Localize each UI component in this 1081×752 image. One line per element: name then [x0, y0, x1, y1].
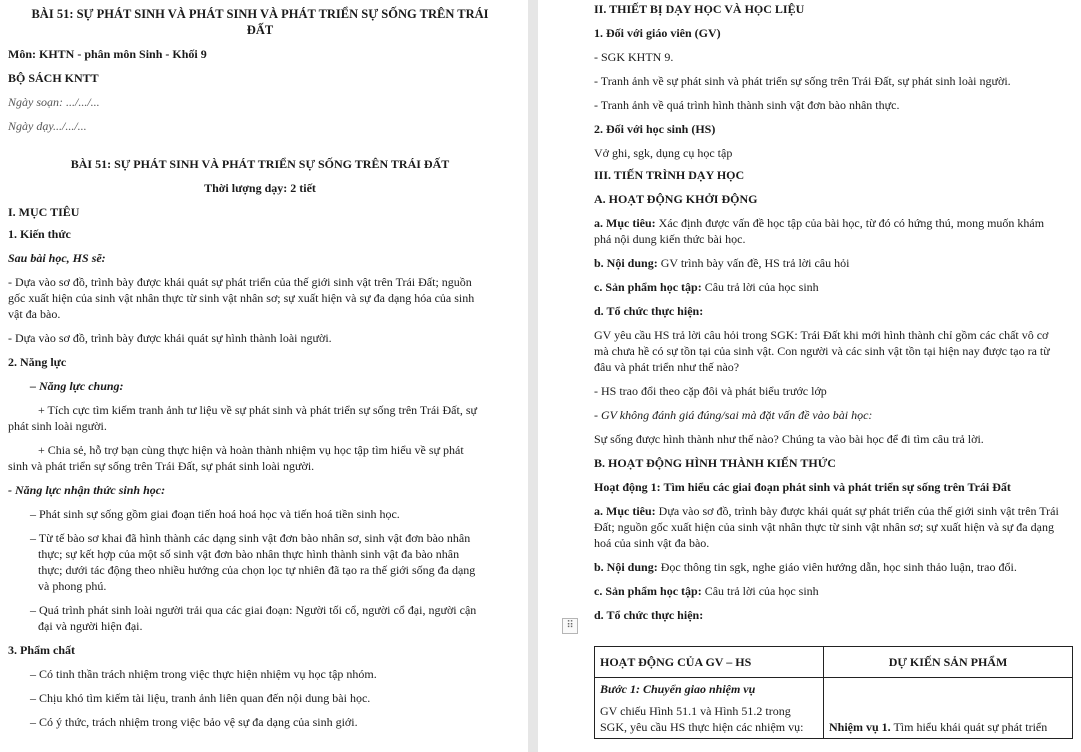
warmup-content-text: GV trình bày vấn đề, HS trả lời câu hỏi — [657, 256, 850, 270]
warmup-product-label: c. Sản phẩm học tập: — [594, 280, 702, 294]
act1-content-text: Đọc thông tin sgk, nghe giáo viên hướng dẫn, học sinh thảo luận, trao đổi. — [657, 560, 1017, 574]
student-item-1: Vở ghi, sgk, dụng cụ học tập — [594, 146, 733, 160]
bio-3-l2: đại và người hiện đại. — [38, 619, 143, 633]
step-1-l1: GV chiếu Hình 51.1 và Hình 51.2 trong — [600, 704, 791, 718]
date-plan: Ngày soạn: .../.../... — [8, 95, 100, 109]
act1-product-label: c. Sản phẩm học tập: — [594, 584, 702, 598]
subject-line: Môn: KHTN - phân môn Sinh - Khối 9 — [8, 47, 207, 61]
bio-2-l1: – Từ tế bào sơ khai đã hình thành các dạng sinh vật đơn bào nhân sơ, sinh vật đơn bào nhân — [30, 531, 471, 545]
act1-goal-l2: Đất; nguồn gốc xuất hiện của sinh vật nhân thực từ sinh vật nhân sơ; sự xuất hiện và sự đa dạng — [594, 520, 1054, 534]
step-1-l2: SGK, yêu cầu HS thực hiện các nhiệm vụ: — [600, 720, 804, 734]
document-page-right — [538, 0, 1081, 752]
teacher-item-2: - Tranh ảnh về sự phát sinh và phát triển sự sống trên Trái Đất, sự phát sinh loài người. — [594, 74, 1011, 88]
table-header-row — [595, 647, 1073, 678]
lesson-title: BÀI 51: SỰ PHÁT SINH VÀ PHÁT TRIỂN SỰ SỐNG TRÊN TRÁI ĐẤT — [70, 157, 450, 171]
act1-product-text: Câu trả lời của học sinh — [701, 584, 819, 598]
duration: Thời lượng dạy: 2 tiết — [204, 181, 316, 195]
activity-1-title: Hoạt động 1: Tìm hiểu các giai đoạn phát sinh và phát triển sự sống trên Trái Đất — [594, 480, 1011, 494]
general-2-l1: + Chia sẻ, hỗ trợ bạn cùng thực hiện và hoàn thành nhiệm vụ học tập tìm hiểu về sự phát — [38, 443, 464, 457]
task-1-text: Tìm hiểu khái quát sự phát triển — [890, 720, 1048, 734]
general-competence: – Năng lực chung: — [30, 379, 124, 393]
quality-1: – Có tinh thần trách nhiệm trong việc thực hiện nhiệm vụ học tập nhóm. — [30, 667, 377, 681]
act1-content — [594, 559, 1081, 575]
act1-content-label: b. Nội dung: — [594, 560, 658, 574]
heading-qualities: 3. Phẩm chất — [8, 643, 75, 657]
table-header-product: DỰ KIẾN SẢN PHẨM — [824, 647, 1073, 678]
bio-3-l1: – Quá trình phát sinh loài người trải qua các giai đoạn: Người tối cổ, người cổ đại, người cận — [30, 603, 477, 617]
doc-title-line2: ĐẤT — [246, 23, 274, 37]
knowledge-2: - Dựa vào sơ đồ, trình bày được khái quát sự hình thành loài người. — [8, 331, 332, 345]
heading-knowledge: 1. Kiến thức — [8, 227, 71, 241]
act1-goal-l3: hoá của sinh vật đa bào. — [594, 536, 710, 550]
bio-2-l2: thực; sự kết hợp của một số sinh vật đơn bào nhân thực hình thành sinh vật đa bào nhân — [38, 547, 460, 561]
knowledge-1-l2: gốc xuất hiện của sinh vật nhân thực từ sinh vật nhân sơ; sự xuất hiện và sự đa dạng hóa của sinh — [8, 291, 475, 305]
act1-goal-l1 — [594, 503, 1081, 519]
warmup-question-l2: mà chưa hề có sự tồn tại của sinh vật. Con người và các sinh vật tồn tại hiện nay được tạo ra từ — [594, 344, 1050, 358]
heading-teacher: 1. Đối với giáo viên (GV) — [594, 26, 721, 40]
section-objectives: I. MỤC TIÊU — [8, 205, 80, 219]
doc-title-line1: BÀI 51: SỰ PHÁT SINH VÀ PHÁT SINH VÀ PHÁT TRIỂN SỰ SỐNG TRÊN TRÁI — [31, 7, 489, 21]
section-equipment: II. THIẾT BỊ DẠY HỌC VÀ HỌC LIỆU — [594, 2, 805, 16]
heading-student: 2. Đối với học sinh (HS) — [594, 122, 716, 136]
table-cell-activity — [595, 678, 824, 739]
warmup-goal-label: a. Mục tiêu: — [594, 216, 656, 230]
general-2-l2: sinh và phát triển sự sống trên Trái Đất, sự phát sinh loài người. — [8, 459, 315, 473]
act1-goal-text: Dựa vào sơ đồ, trình bày được khái quát sự phát triển của thế giới sinh vật trên Trái — [655, 504, 1059, 518]
warmup-product-text: Câu trả lời của học sinh — [701, 280, 819, 294]
warmup-intro: Sự sống được hình thành như thế nào? Chúng ta vào bài học để đi tìm câu trả lời. — [594, 432, 984, 446]
bio-2-l4: và phong phú. — [38, 579, 107, 593]
step-1-title: Bước 1: Chuyển giao nhiệm vụ — [600, 682, 756, 696]
warmup-content-label: b. Nội dung: — [594, 256, 658, 270]
heading-knowledge-formation: B. HOẠT ĐỘNG HÌNH THÀNH KIẾN THỨC — [594, 456, 836, 470]
teacher-item-3: - Tranh ảnh về quá trình hình thành sinh vật đơn bào nhân thực. — [594, 98, 900, 112]
heading-warmup: A. HOẠT ĐỘNG KHỞI ĐỘNG — [594, 192, 758, 206]
knowledge-1-l3: vật đa bào. — [8, 307, 61, 321]
general-1-l1: + Tích cực tìm kiếm tranh ảnh tư liệu về sự phát sinh và phát triển sự sống trên Trái Đất, sự — [38, 403, 477, 417]
knowledge-1-l1: - Dựa vào sơ đồ, trình bày được khái quát sự phát triển của thế giới sinh vật trên Trái Đất; nguồn — [8, 275, 472, 289]
quality-3: – Có ý thức, trách nhiệm trong việc bảo vệ sự đa dạng của sinh giới. — [30, 715, 358, 729]
date-teach: Ngày dạy.../.../... — [8, 119, 87, 133]
bio-competence: - Năng lực nhận thức sinh học: — [8, 483, 166, 497]
warmup-gv: - GV không đánh giá đúng/sai mà đặt vấn đề vào bài học: — [594, 408, 873, 422]
section-process: III. TIẾN TRÌNH DẠY HỌC — [594, 168, 745, 182]
bio-2-l3: thực; dưới tác động theo nhiều hướng của chọn lọc tự nhiên đã tạo ra thế giới sống đa dạng — [38, 563, 476, 577]
warmup-org: d. Tổ chức thực hiện: — [594, 304, 704, 318]
table-cell-product — [824, 678, 1073, 739]
warmup-content — [594, 255, 1081, 271]
book-line: BỘ SÁCH KNTT — [8, 71, 99, 85]
warmup-question-l3: đâu và phát triển như thế nào? — [594, 360, 740, 374]
activity-table — [594, 646, 1073, 739]
after-lesson: Sau bài học, HS sẽ: — [8, 251, 106, 265]
warmup-goal-l2: phá nội dung kiến thức bài học. — [594, 232, 746, 246]
task-1-label: Nhiệm vụ 1. — [829, 720, 891, 734]
table-row — [595, 678, 1073, 739]
act1-product — [594, 583, 1081, 599]
table-header-activity: HOẠT ĐỘNG CỦA GV – HS — [595, 647, 824, 678]
teacher-item-1: - SGK KHTN 9. — [594, 50, 674, 64]
quality-2: – Chịu khó tìm kiếm tài liệu, tranh ảnh liên quan đến nội dung bài học. — [30, 691, 371, 705]
warmup-question-l1: GV yêu cầu HS trả lời câu hỏi trong SGK: Trái Đất khi mới hình thành chỉ gồm các chất vô cơ — [594, 328, 1049, 342]
warmup-product — [594, 279, 1081, 295]
warmup-goal-text: Xác định được vấn đề học tập của bài học, từ đó có hứng thú, mong muốn khám — [655, 216, 1045, 230]
bio-1: – Phát sinh sự sống gồm giai đoạn tiến hoá hoá học và tiến hoá tiền sinh học. — [30, 507, 400, 521]
warmup-hs: - HS trao đổi theo cặp đôi và phát biểu trước lớp — [594, 384, 827, 398]
heading-competence: 2. Năng lực — [8, 355, 67, 369]
document-page-left — [0, 0, 528, 752]
act1-goal-label: a. Mục tiêu: — [594, 504, 656, 518]
warmup-goal-l1 — [594, 215, 1081, 231]
table-move-handle-icon[interactable]: ⠿ — [562, 618, 578, 634]
act1-org: d. Tổ chức thực hiện: — [594, 608, 704, 622]
general-1-l2: phát sinh loài người. — [8, 419, 107, 433]
